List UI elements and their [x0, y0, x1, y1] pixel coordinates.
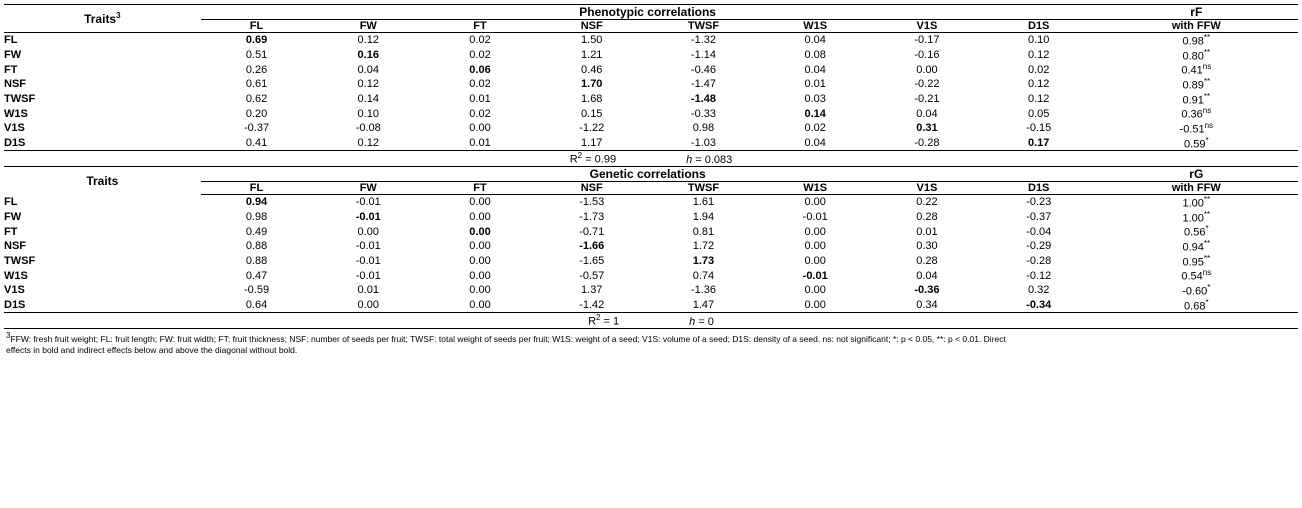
cell: -0.01 [355, 196, 381, 209]
cell: -0.28 [914, 136, 940, 149]
h-stat: h = 0 [689, 315, 714, 328]
cell: 0.05 [1027, 107, 1050, 120]
col-header-rf-withffw: with FFW [1095, 20, 1298, 33]
cell: 0.17 [1027, 136, 1050, 149]
cell: 0.00 [469, 240, 491, 253]
cell: 1.70 [581, 78, 603, 91]
cell: 0.04 [916, 107, 938, 120]
col-header-fw-2: FW [312, 181, 424, 194]
cell: -1.66 [579, 240, 605, 253]
table-row [4, 239, 1298, 254]
cell: 1.37 [581, 284, 603, 297]
table-row [4, 48, 1298, 63]
cell-rg: $0.54^{ns}$ [1181, 268, 1212, 283]
cell: 0.34 [916, 298, 938, 311]
cell: 1.47 [692, 298, 715, 311]
cell: -0.15 [1026, 122, 1052, 135]
cell: -0.36 [914, 284, 940, 297]
traits-header-2: Traits [86, 173, 119, 188]
stats-row-genetic [4, 313, 1298, 329]
cell: -1.14 [690, 48, 716, 61]
cell: 0.02 [469, 34, 491, 47]
cell: -0.01 [355, 269, 381, 282]
r2-stat: $R^2 = 1$ [588, 313, 620, 328]
cell: 0.03 [804, 92, 826, 105]
cell: 0.04 [804, 34, 826, 47]
cell: 0.00 [469, 122, 491, 135]
cell: 0.12 [1027, 92, 1050, 105]
cell: 0.01 [357, 284, 379, 297]
cell-rg: 1.00** [1182, 209, 1211, 225]
cell: 0.12 [1027, 48, 1050, 61]
cell: 0.00 [357, 225, 379, 238]
table-footnote: $^3$FFW: fresh fruit weight; FL: fruit length; FW: fruit width; FT: fruit thickness; NSF: number of seeds per fruit; TWSF: total weight of seeds per fruit; W1S: weight of a seed; V1S: volume of a seed; D1S: density of a seed. ns: not significant; *: p < 0.05, **: p < 0.01. Direct effects in bold and indirect effects below and above the diagonal without bold. [6, 330, 1006, 356]
cell: 1.68 [581, 92, 603, 105]
cell: 0.81 [692, 225, 715, 238]
traits-header-1: Traits$^3$ [4, 5, 201, 33]
row-label: FL [4, 195, 18, 208]
cell: 0.00 [357, 298, 379, 311]
col-header-d1s-2: D1S [983, 181, 1095, 194]
cell: -0.29 [1026, 240, 1052, 253]
col-header-fl-1: FL [201, 20, 313, 33]
header-row-groups-1 [4, 5, 1298, 20]
col-header-w1s-1: W1S [759, 20, 871, 33]
col-header-nsf-1: NSF [536, 20, 648, 33]
cell: -0.12 [1026, 269, 1052, 282]
cell: 0.41 [245, 136, 268, 149]
cell: 0.01 [469, 136, 491, 149]
cell: 0.00 [804, 254, 826, 267]
col-header-w1s-2: W1S [759, 181, 871, 194]
cell: 0.88 [245, 254, 268, 267]
cell: -0.46 [690, 63, 716, 76]
cell: 0.98 [692, 122, 715, 135]
cell: -1.48 [690, 92, 716, 105]
cell-rf: $-0.51^{ns}$ [1179, 120, 1214, 136]
cell: -0.57 [579, 269, 605, 282]
header-row-groups-2 [4, 166, 1298, 181]
cell: 0.22 [916, 196, 938, 209]
cell: 0.02 [1027, 63, 1050, 76]
table-row [4, 224, 1298, 239]
cell: -1.36 [690, 284, 716, 297]
cell: 0.12 [357, 34, 379, 47]
col-header-fw-1: FW [312, 20, 424, 33]
cell-rg: 0.56* [1184, 224, 1209, 239]
cell: 0.08 [804, 48, 826, 61]
cell: 0.16 [357, 48, 379, 61]
cell: 0.00 [469, 284, 491, 297]
col-header-v1s-1: V1S [871, 20, 983, 33]
cell: 0.00 [469, 210, 491, 223]
cell: -1.53 [579, 196, 605, 209]
row-label: FW [4, 48, 22, 61]
row-label: D1S [4, 298, 26, 311]
row-label: TWSF [4, 92, 36, 105]
cell: 0.01 [804, 78, 826, 91]
group-header-genetic: Genetic correlations [201, 166, 1095, 181]
cell: -0.16 [914, 48, 940, 61]
group-header-rf: rF [1095, 5, 1298, 20]
cell: 0.12 [1027, 78, 1050, 91]
cell: 0.00 [804, 284, 826, 297]
col-header-d1s-1: D1S [983, 20, 1095, 33]
cell: 0.02 [469, 78, 491, 91]
cell: 0.64 [245, 298, 268, 311]
col-header-ft-1: FT [424, 20, 536, 33]
cell: 0.12 [357, 136, 379, 149]
cell-rg: 0.68* [1184, 297, 1209, 313]
cell-rf: 0.91** [1182, 91, 1211, 107]
cell: 0.62 [245, 92, 268, 105]
cell: 0.02 [804, 122, 826, 135]
cell: 0.02 [469, 48, 491, 61]
cell: 0.02 [469, 107, 491, 120]
cell: 0.88 [245, 240, 268, 253]
col-header-twsf-1: TWSF [648, 20, 760, 33]
stats-cell [4, 151, 1298, 167]
cell: 0.00 [469, 254, 491, 267]
row-label: W1S [4, 107, 28, 120]
cell-rf: $0.36^{ns}$ [1181, 106, 1212, 121]
row-label: FL [4, 34, 18, 47]
cell: 0.06 [469, 63, 491, 76]
cell: 0.01 [916, 225, 938, 238]
cell: -0.71 [579, 225, 605, 238]
cell: 0.31 [916, 122, 938, 135]
col-header-rg-withffw: with FFW [1095, 181, 1298, 194]
cell: 0.30 [916, 240, 938, 253]
cell-rf: $0.41^{ns}$ [1181, 62, 1212, 77]
cell-rg: 1.00** [1182, 194, 1211, 210]
cell: 0.47 [245, 269, 268, 282]
cell: -1.32 [690, 34, 716, 47]
table-row [4, 121, 1298, 136]
row-label: FT [4, 225, 18, 238]
cell-rg: 0.95** [1182, 253, 1211, 269]
cell: 0.00 [469, 225, 491, 238]
cell: 0.00 [804, 225, 826, 238]
table-row [4, 92, 1298, 107]
table-row [4, 194, 1298, 209]
cell: 0.14 [804, 107, 826, 120]
cell: 0.14 [357, 92, 379, 105]
col-header-nsf-2: NSF [536, 181, 648, 194]
cell: 0.00 [916, 63, 938, 76]
group-header-rg: rG [1095, 166, 1298, 181]
cell-rf: 0.80** [1182, 47, 1211, 63]
cell: 1.17 [581, 136, 603, 149]
cell: 0.69 [245, 34, 268, 47]
cell: -0.33 [690, 107, 716, 120]
cell: -0.08 [355, 122, 381, 135]
stats-row-phenotypic [4, 151, 1298, 167]
cell: 0.28 [916, 254, 938, 267]
cell: -0.01 [355, 210, 381, 223]
cell: 0.04 [916, 269, 938, 282]
table-row [4, 268, 1298, 283]
cell: -0.37 [1026, 210, 1052, 223]
table-row [4, 254, 1298, 269]
cell: 0.28 [916, 210, 938, 223]
cell: -0.37 [243, 122, 270, 135]
table-row [4, 33, 1298, 48]
cell-rf: 0.59* [1184, 135, 1209, 151]
cell: 1.73 [692, 254, 715, 267]
cell: -0.17 [914, 34, 940, 47]
cell: 0.61 [245, 78, 268, 91]
cell: 1.72 [692, 240, 715, 253]
cell: 0.98 [245, 210, 268, 223]
cell: -1.47 [690, 78, 716, 91]
cell: 0.10 [357, 107, 379, 120]
cell: 0.74 [692, 269, 715, 282]
row-label: TWSF [4, 254, 36, 267]
cell-rf: 0.98** [1182, 33, 1211, 48]
cell-rg: 0.94** [1182, 238, 1211, 254]
cell: 1.94 [692, 210, 715, 223]
cell: -0.23 [1026, 196, 1052, 209]
cell: -1.03 [690, 136, 716, 149]
row-label: V1S [4, 284, 25, 297]
table-row [4, 136, 1298, 151]
stats-cell [4, 313, 1298, 329]
cell: -0.01 [355, 254, 381, 267]
table-row [4, 106, 1298, 121]
cell: 0.01 [469, 92, 491, 105]
cell: -1.65 [579, 254, 605, 267]
cell: -0.28 [1026, 254, 1052, 267]
cell: 0.46 [581, 63, 603, 76]
cell: 0.94 [245, 196, 268, 209]
cell: -0.01 [802, 210, 828, 223]
cell: 0.12 [357, 78, 379, 91]
table-row [4, 77, 1298, 92]
row-label: NSF [4, 240, 26, 253]
cell: 0.04 [804, 63, 826, 76]
row-label: NSF [4, 78, 26, 91]
cell: 1.50 [581, 34, 603, 47]
correlations-table [4, 4, 1298, 329]
cell: -0.59 [243, 284, 270, 297]
cell: 0.32 [1027, 284, 1050, 297]
col-header-twsf-2: TWSF [648, 181, 760, 194]
h-stat: h = 0.083 [686, 153, 733, 166]
col-header-ft-2: FT [424, 181, 536, 194]
row-label: FW [4, 210, 22, 223]
cell: 0.00 [804, 298, 826, 311]
cell: 0.49 [245, 225, 268, 238]
cell: 0.00 [469, 298, 491, 311]
cell-rg: -0.60* [1182, 282, 1211, 298]
cell: 0.15 [581, 107, 603, 120]
cell: -1.73 [579, 210, 605, 223]
cell: 0.00 [804, 240, 826, 253]
cell: 0.04 [357, 63, 379, 76]
cell: -0.21 [914, 92, 940, 105]
cell: 1.61 [692, 196, 715, 209]
cell: 0.00 [804, 196, 826, 209]
cell: 0.04 [804, 136, 826, 149]
table-row [4, 298, 1298, 313]
row-label: V1S [4, 122, 25, 135]
r2-stat: $R^2 = 0.99$ [569, 151, 617, 166]
cell-rf: 0.89** [1182, 76, 1211, 92]
row-label: FT [4, 63, 18, 76]
cell: 0.26 [245, 63, 268, 76]
cell: -1.42 [579, 298, 605, 311]
cell: 1.21 [581, 48, 603, 61]
cell: 0.51 [245, 48, 268, 61]
cell: -0.01 [355, 240, 381, 253]
cell: -0.22 [914, 78, 940, 91]
col-header-v1s-2: V1S [871, 181, 983, 194]
group-header-phenotypic: Phenotypic correlations [201, 5, 1095, 20]
cell: -0.01 [802, 269, 828, 282]
table-row [4, 210, 1298, 225]
cell: 0.00 [469, 196, 491, 209]
cell: 0.10 [1027, 34, 1050, 47]
row-label: W1S [4, 269, 28, 282]
row-label: D1S [4, 136, 26, 149]
cell: -0.04 [1026, 225, 1052, 238]
cell: -1.22 [579, 122, 605, 135]
table-row [4, 62, 1298, 77]
col-header-fl-2: FL [201, 181, 313, 194]
cell: -0.34 [1026, 298, 1052, 311]
cell: 0.20 [245, 107, 268, 120]
table-row [4, 283, 1298, 298]
cell: 0.00 [469, 269, 491, 282]
